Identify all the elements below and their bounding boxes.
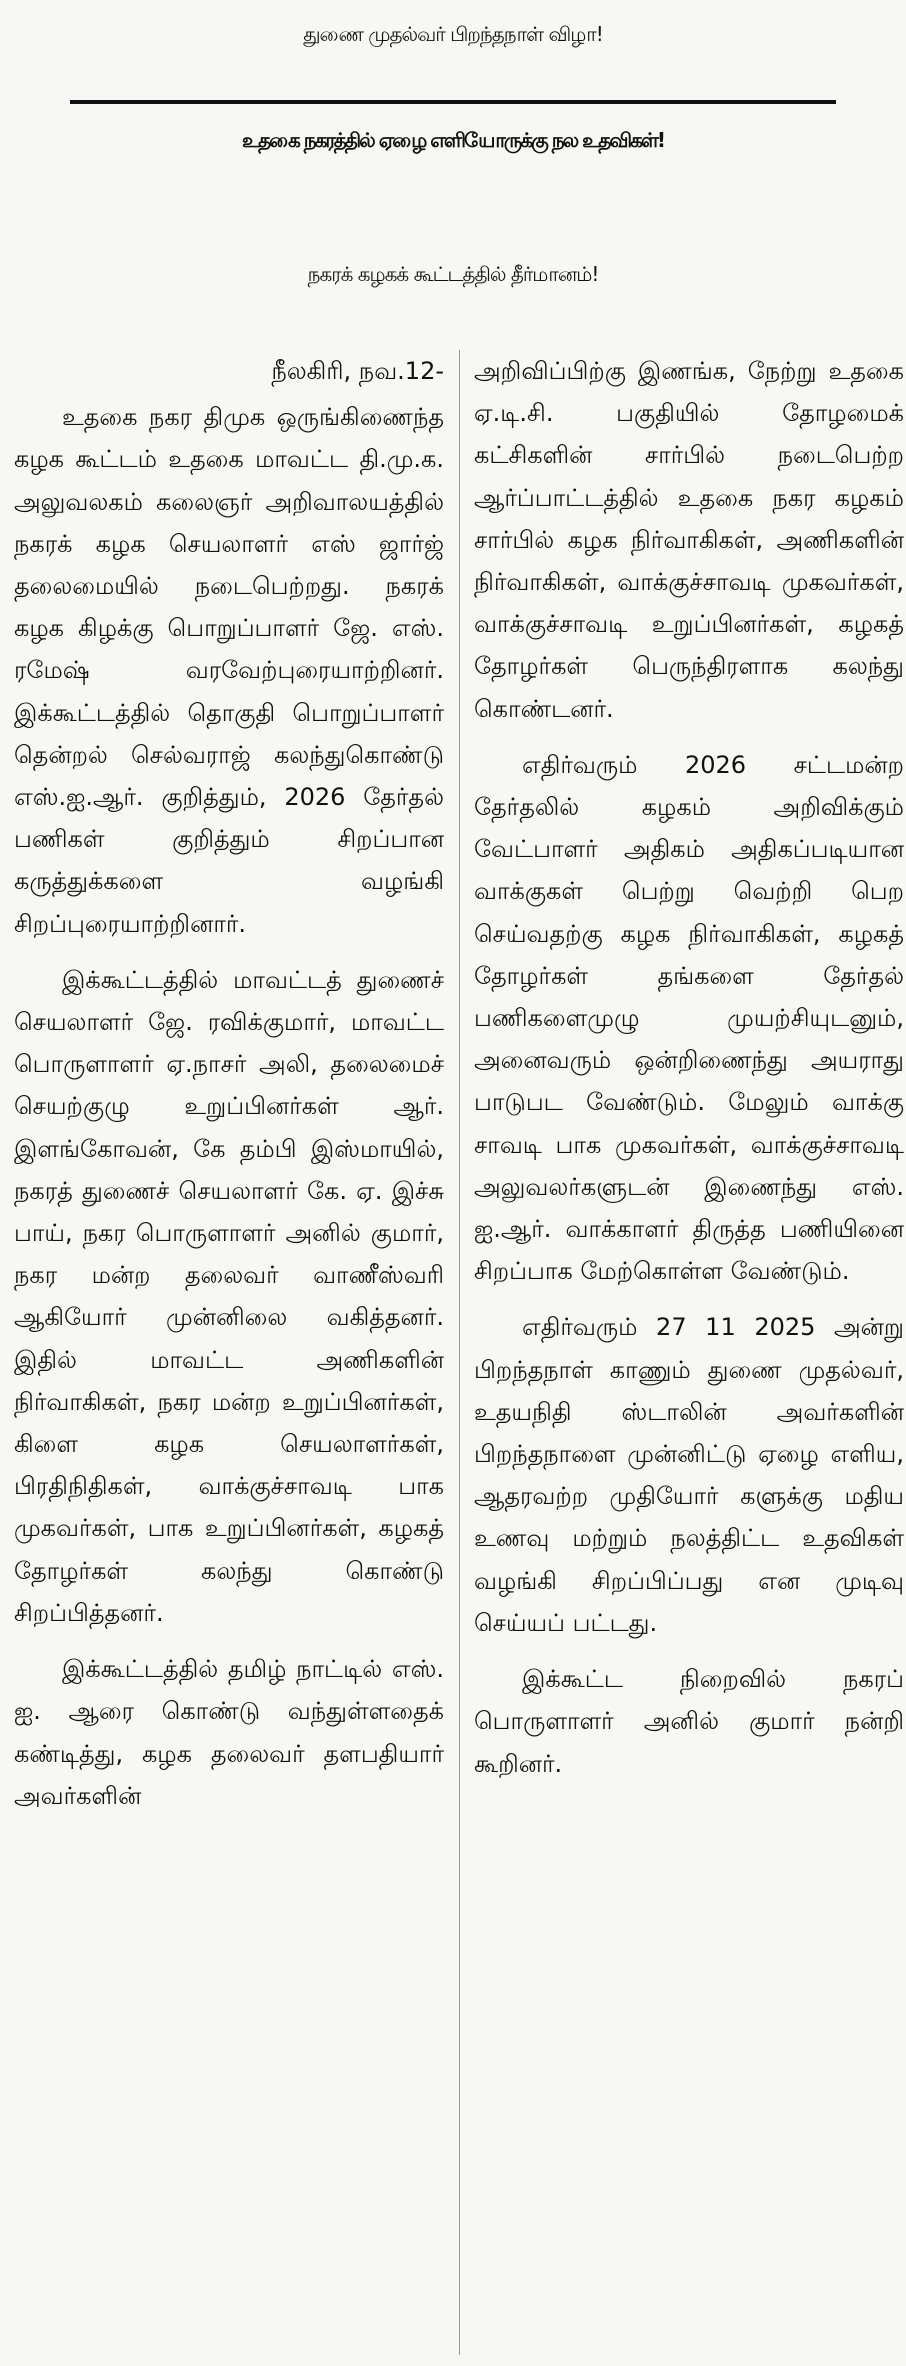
dateline: நீலகிரி, நவ.12- [271,357,444,385]
kicker-headline: துணை முதல்வர் பிறந்தநாள் விழா! [303,22,603,46]
main-headline: உதகை நகரத்தில் ஏழை எளியோருக்கு நல உதவிகள்! [241,128,665,152]
article-column-right [474,350,904,2355]
sub-headline: நகரக் கழகக் கூட்டத்தில் தீர்மானம்! [307,262,599,286]
article-paragraph: இக்கூட்டத்தில் மாவட்டத் துணைச் செயலாளர் ஜே. ரவிக்குமார், மாவட்ட பொருளாளர் ஏ.நாசர் அலி, தலைமைச் செயற்குழு உறுப்பினர்கள் ஆர். இளங்கோவன், கே தம்பி இஸ்மாயில், நகரத் துணைச் செயலாளர் கே. ஏ. இச்சு பாய், நகர பொருளாளர் அனில் குமார், நகர மன்ற தலைவர் வாணீஸ்வரி ஆகியோர் முன்னிலை வகித்தனர். இதில் மாவட்ட அணிகளின் நிர்வாகிகள், நகர மன்ற உறுப்பினர்கள், கிளை கழக செயலாளர்கள், பிரதிநிதிகள், வாக்குச்சாவடி பாக முகவர்கள், பாக உறுப்பினர்கள், கழகத் தோழர்கள் கலந்து கொண்டு சிறப்பித்தனர். [14,965,444,1627]
article-paragraph: எதிர்வரும் 2026 சட்டமன்ற தேர்தலில் கழகம் அறிவிக்கும் வேட்பாளர் அதிகம் அதிகப்படியான வாக்குகள் பெற்று வெற்றி பெற செய்வதற்கு கழக நிர்வாகிகள், கழகத் தோழர்கள் தங்களை தேர்தல் பணிகளைமுழு முயற்சியுடனும், அனைவரும் ஒன்றிணைந்து அயராது பாடுபட வேண்டும். மேலும் வாக்கு சாவடி பாக முகவர்கள், வாக்குச்சாவடி அலுவலர்களுடன் இணைந்து எஸ். ஐ.ஆர். வாக்காளர் திருத்த பணியினை சிறப்பாக மேற்கொள்ள வேண்டும். [474,750,904,1286]
headline-rule [70,100,836,104]
article-paragraph: இக்கூட்டத்தில் தமிழ் நாட்டில் எஸ். ஐ. ஆரை கொண்டு வந்துள்ளதைக் கண்டித்து, கழக தலைவர் தளபதியார் அவர்களின் [14,1655,444,1810]
article-paragraph: அறிவிப்பிற்கு இணங்க, நேற்று உதகை ஏ.டி.சி. பகுதியில் தோழமைக் கட்சிகளின் சார்பில் நடைபெற்ற ஆர்ப்பாட்டத்தில் உதகை நகர கழகம் சார்பில் கழக நிர்வாகிகள், அணிகளின் நிர்வாகிகள், வாக்குச்சாவடி முகவர்கள், வாக்குச்சாவடி உறுப்பினர்கள், கழகத் தோழர்கள் பெருந்திரளாக கலந்து கொண்டனர். [474,357,904,723]
article-paragraph: எதிர்வரும் 27 11 2025 அன்று பிறந்தநாள் காணும் துணை முதல்வர், உதயநிதி ஸ்டாலின் அவர்களின் பிறந்தநாளை முன்னிட்டு ஏழை எளிய, ஆதரவற்ற முதியோர் களுக்கு மதிய உணவு மற்றும் நலத்திட்ட உதவிகள் வழங்கி சிறப்பிப்பது என முடிவு செய்யப் பட்டது. [474,1313,904,1637]
article-column-left [14,350,444,2355]
column-divider [459,350,460,2355]
article-paragraph: உதகை நகர திமுக ஒருங்கிணைந்த கழக கூட்டம் உதகை மாவட்ட தி.மு.க. அலுவலகம் கலைஞர் அறிவாலயத்தில் நகரக் கழக செயலாளர் எஸ் ஜார்ஜ் தலைமையில் நடைபெற்றது. நகரக் கழக கிழக்கு பொறுப்பாளர் ஜே. எஸ். ரமேஷ் வரவேற்புரையாற்றினர். இக்கூட்டத்தில் தொகுதி பொறுப்பாளர் தென்றல் செல்வராஜ் கலந்துகொண்டு எஸ்.ஐ.ஆர். குறித்தும், 2026 தேர்தல் பணிகள் குறித்தும் சிறப்பான கருத்துக்களை வழங்கி சிறப்புரையாற்றினார். [14,403,444,938]
article-body [14,350,904,2355]
article-paragraph: இக்கூட்ட நிறைவில் நகரப் பொருளாளர் அனில் குமார் நன்றி கூறினர். [474,1665,904,1778]
